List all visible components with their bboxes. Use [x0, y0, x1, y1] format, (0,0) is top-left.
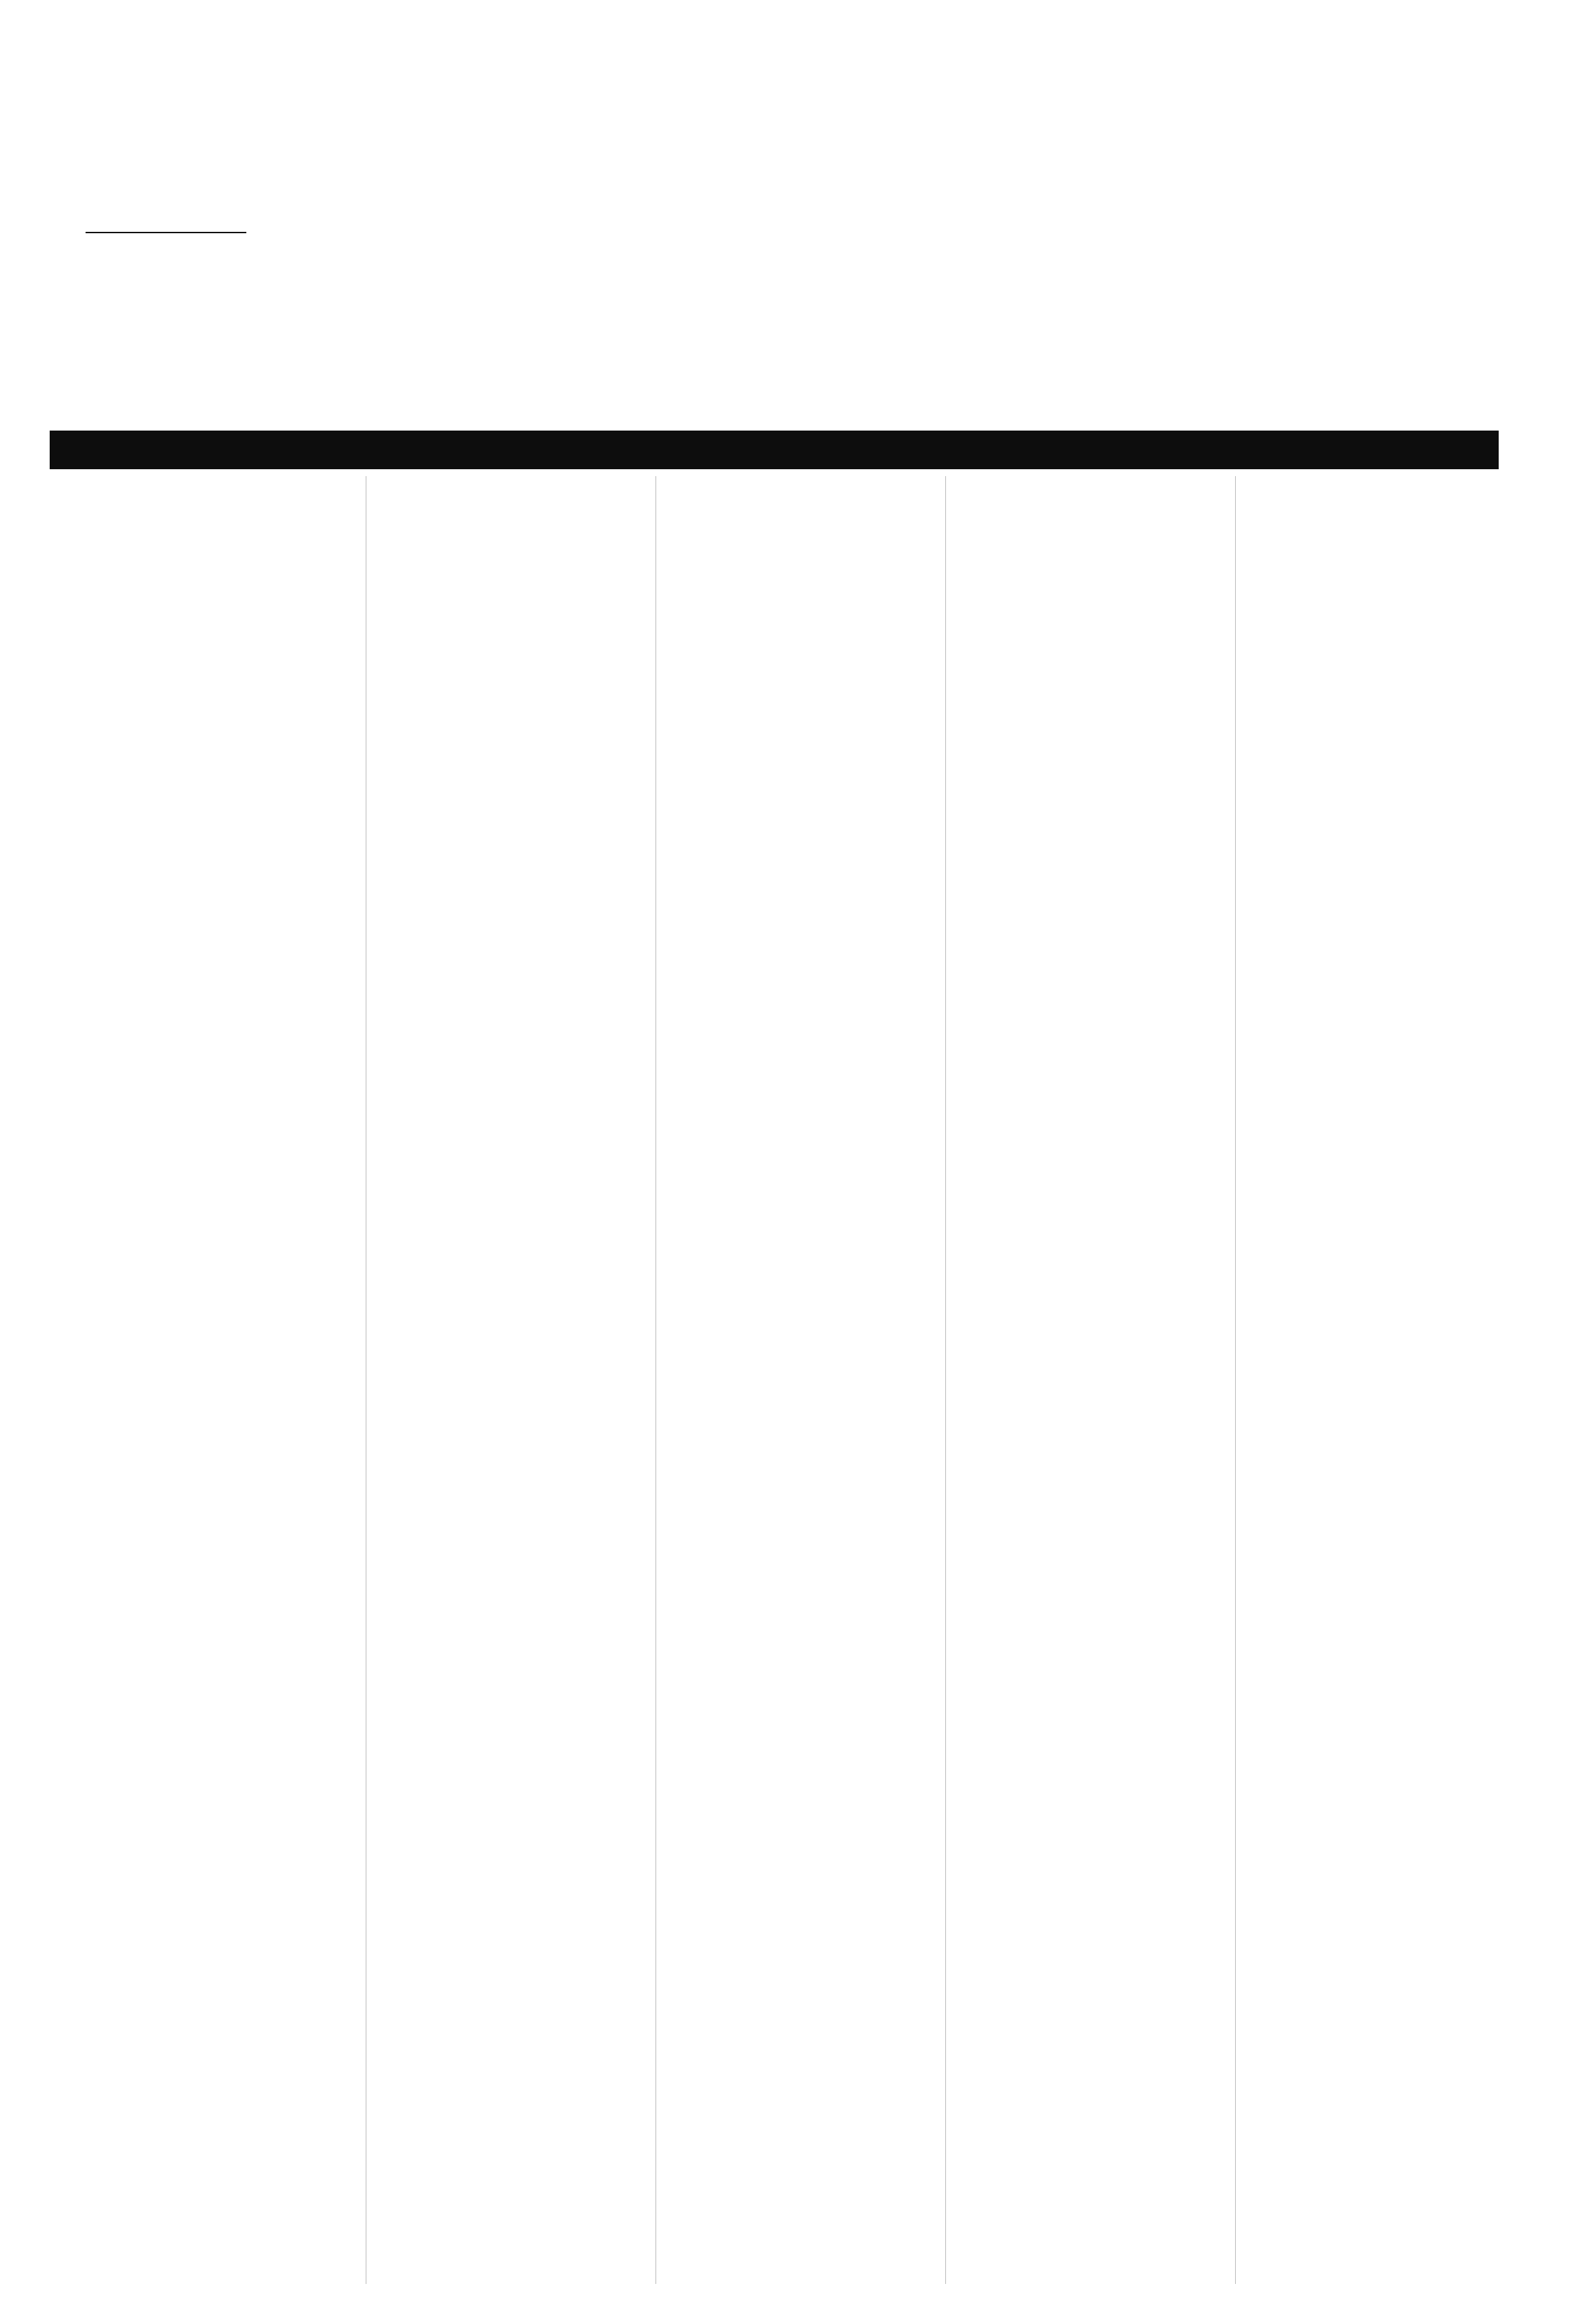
- front-page-banner: [50, 431, 1499, 469]
- column-2: [375, 476, 646, 2284]
- column-4: [955, 476, 1225, 2284]
- column-5: [1245, 476, 1515, 2284]
- top-story: [86, 232, 1507, 415]
- column-divider: [1235, 476, 1236, 2284]
- column-divider: [945, 476, 946, 2284]
- column-3: [665, 476, 936, 2284]
- byline: [86, 232, 246, 233]
- column-1: [86, 476, 356, 2284]
- masthead: [77, 41, 1512, 145]
